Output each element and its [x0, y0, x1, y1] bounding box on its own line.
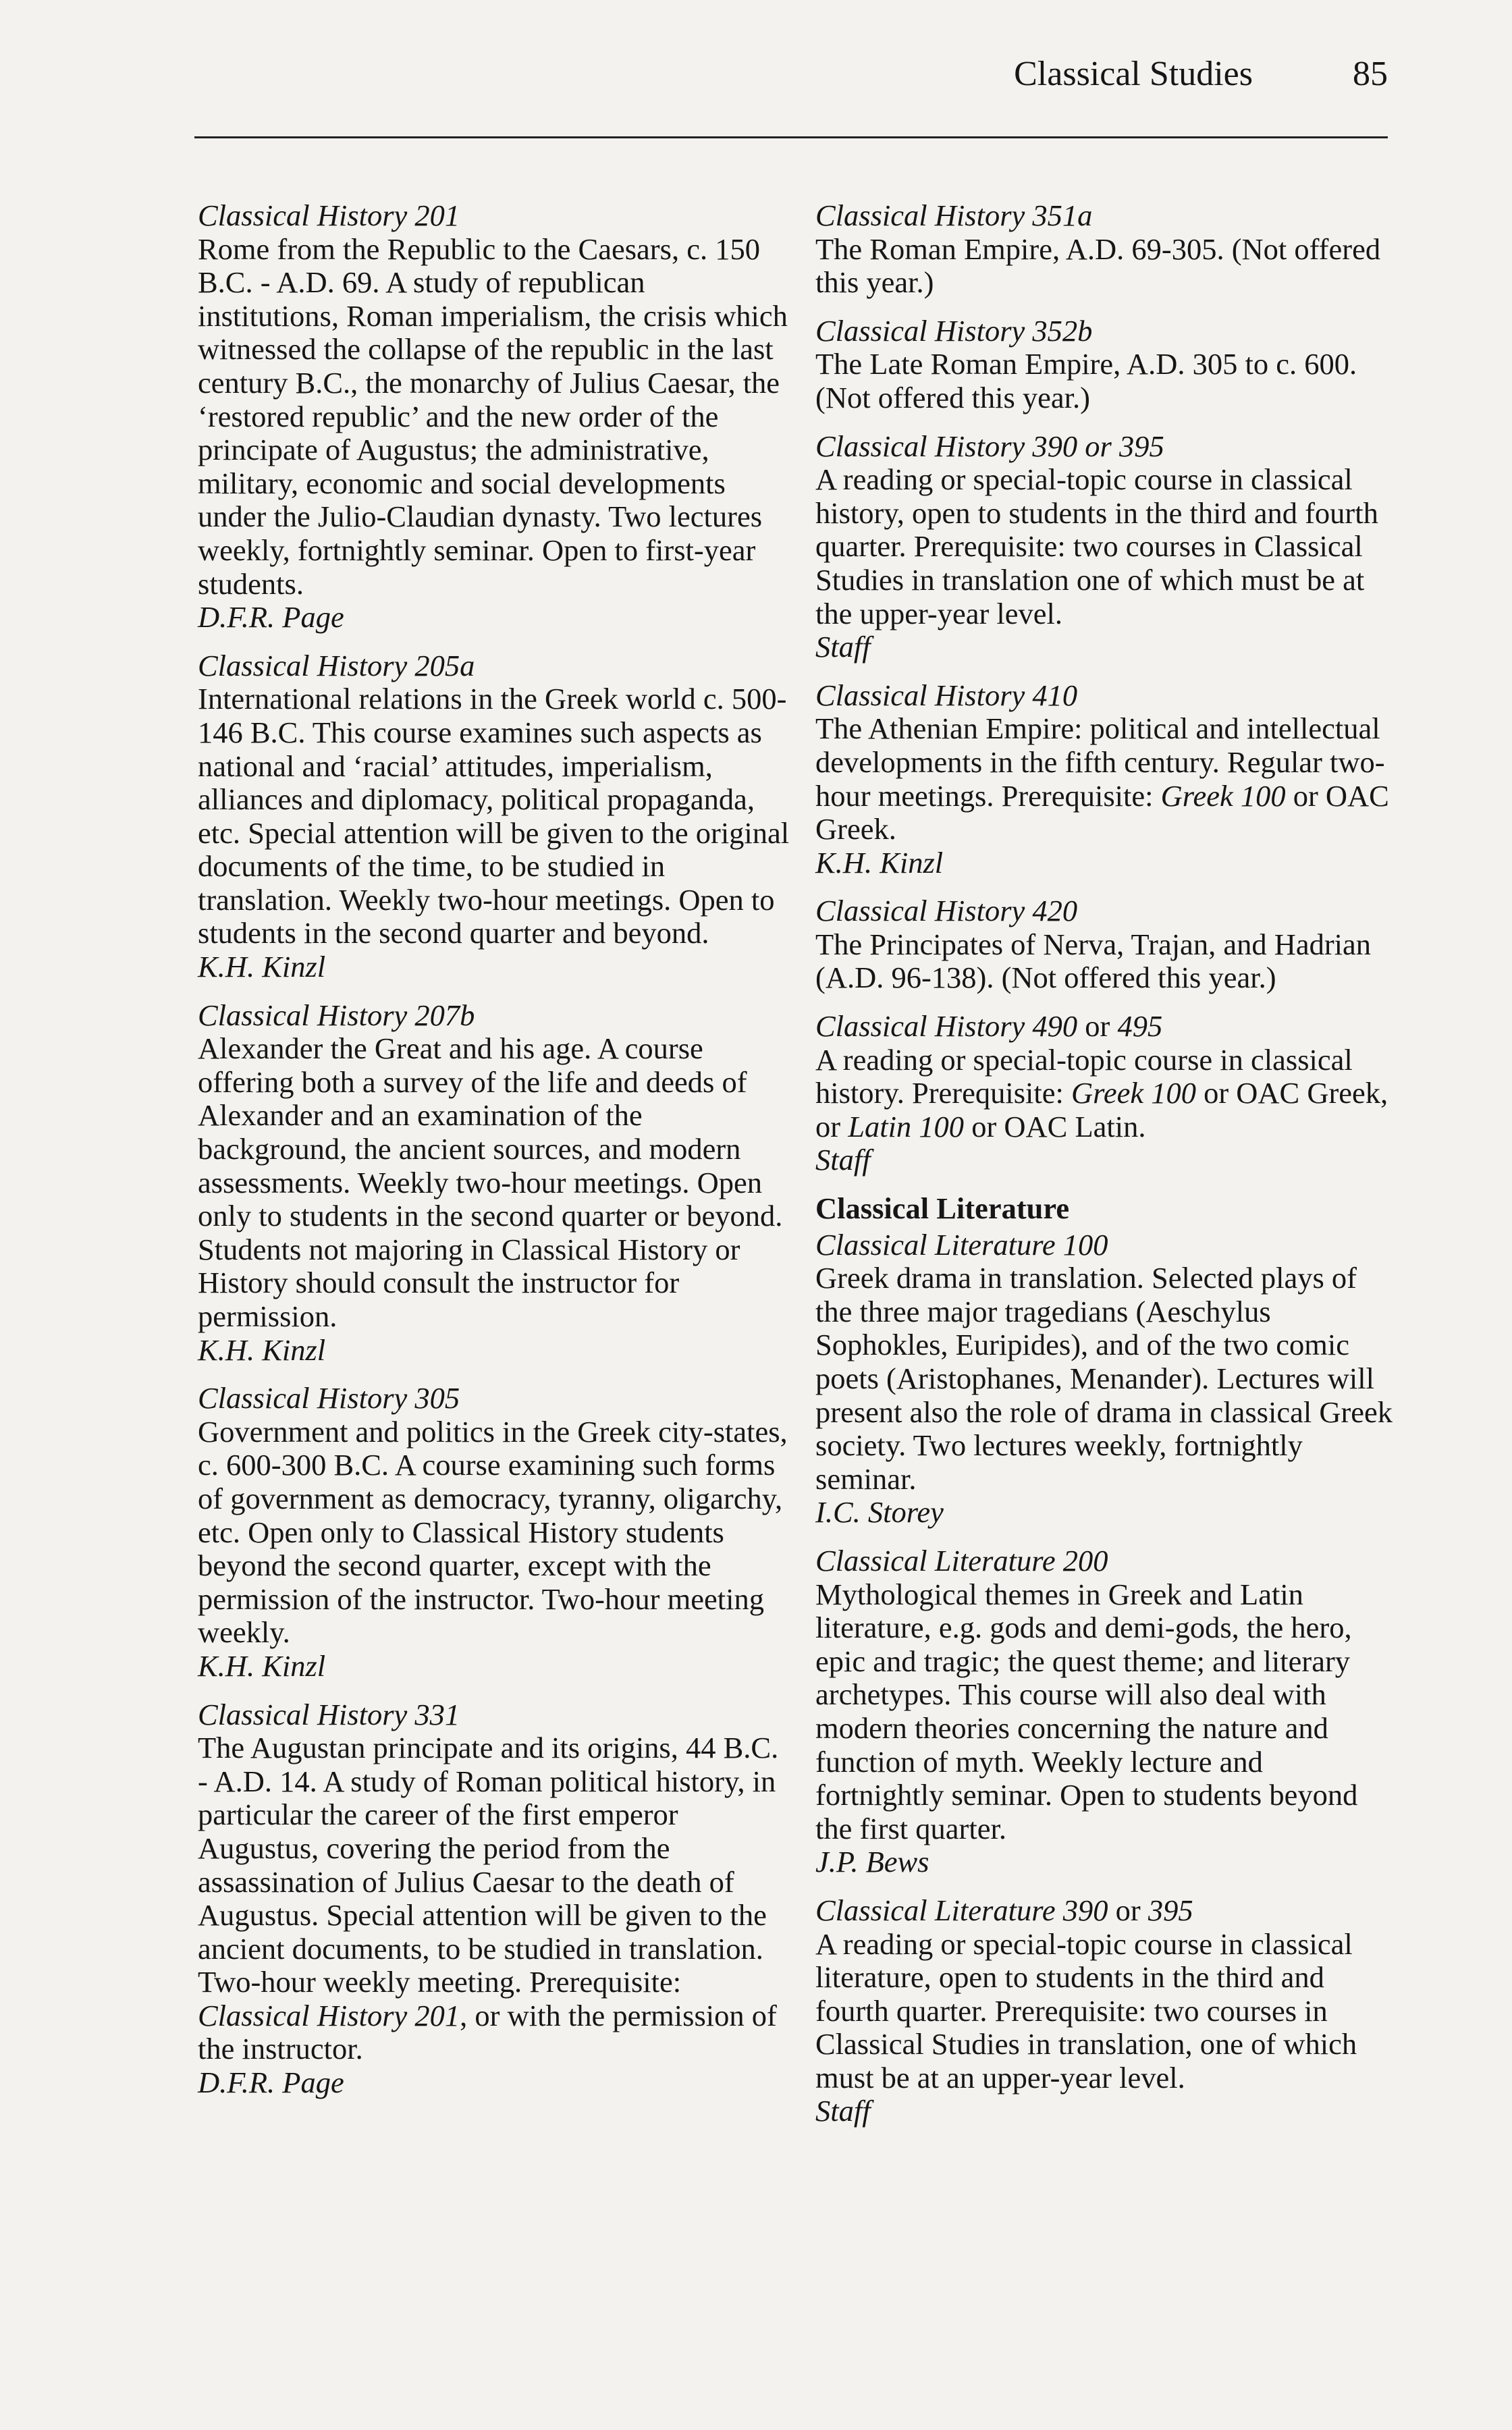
prerequisite-course: Greek 100	[1160, 778, 1286, 813]
course-title: Classical History 352b	[815, 313, 1093, 348]
course-instructor: Staff	[815, 1143, 871, 1177]
course-title-part2: 495	[1117, 1009, 1163, 1044]
page-number: 85	[1353, 55, 1388, 93]
prerequisite-course: Classical History 201	[198, 1998, 460, 2032]
course-description	[815, 1044, 1396, 1144]
course-title: Classical Literature 200	[815, 1543, 1108, 1577]
course-description: Greek drama in translation. Selected plays of the three major tragedians (Aeschylus Sophokles, Euripides), and of the two comic poets (Aristophanes, Menander). Lectures will present also the role of drama in classical Greek society. Two lectures weekly, fortnightly seminar.	[815, 1261, 1393, 1496]
course-entry	[198, 649, 792, 984]
course-entry	[198, 999, 792, 1368]
course-title	[815, 1010, 1396, 1044]
prerequisite-course: Latin 100	[848, 1109, 965, 1143]
course-entry	[198, 1698, 792, 2100]
course-title: Classical History 420	[815, 894, 1078, 928]
course-instructor: Staff	[815, 630, 871, 664]
section-heading: Classical Literature	[815, 1191, 1070, 1226]
course-entry	[815, 679, 1396, 880]
course-description: The Late Roman Empire, A.D. 305 to c. 600. (Not offered this year.)	[815, 347, 1357, 414]
prerequisite-course: Greek 100	[1071, 1076, 1196, 1110]
description-mid: or OAC Greek, or	[815, 1076, 1388, 1143]
course-instructor: I.C. Storey	[815, 1495, 944, 1530]
course-title-part1: Classical History 490	[815, 1009, 1078, 1044]
course-description: Rome from the Republic to the Caesars, c. 150 B.C. - A.D. 69. A study of republican institutions, Roman imperialism, the crisis which witnessed the collapse of the republic in the last century B.C., the monarchy of Julius Caesar, the ‘restored republic’ and the new order of the principate of Augustus; the administrative, military, economic and social developments under the Julio-Claudian dynasty. Two lectures weekly, fortnightly seminar. Open to first-year students.	[198, 232, 788, 601]
course-title: Classical History 331	[198, 1697, 460, 1731]
course-entry	[198, 1382, 792, 1683]
course-title-or: or	[1077, 1009, 1118, 1044]
course-instructor: J.P. Bews	[815, 1845, 929, 1879]
course-description: Alexander the Great and his age. A course offering both a survey of the life and deeds of Alexander and an examination of the background, the ancient sources, and modern assessments. Weekly two-hour meetings. Open only to students in the second quarter or beyond. Students not majoring in Classical History or History should consult the instructor for permission.	[198, 1031, 783, 1333]
course-entry	[815, 199, 1396, 300]
page-header	[194, 49, 1388, 138]
course-instructor: Staff	[815, 2094, 871, 2128]
course-title-or: or	[1108, 1893, 1148, 1927]
course-title: Classical History 410	[815, 678, 1078, 712]
course-title-part1: Classical Literature 390	[815, 1893, 1108, 1927]
course-instructor: K.H. Kinzl	[815, 845, 944, 880]
course-description: The Roman Empire, A.D. 69-305. (Not offered this year.)	[815, 232, 1381, 300]
description-tail: or OAC Latin.	[964, 1109, 1146, 1143]
course-title: Classical History 305	[198, 1381, 460, 1415]
course-instructor: K.H. Kinzl	[198, 950, 326, 984]
description-tail: , or with the permission of the instructor.	[198, 1998, 777, 2066]
course-entry	[198, 199, 792, 634]
course-description: International relations in the Greek world c. 500-146 B.C. This course examines such aspects as national and ‘racial’ attitudes, imperialism, alliances and diplomacy, political propaganda, etc. Special attention will be given to the original documents of the time, to be studied in translation. Weekly two-hour meetings. Open to students in the second quarter and beyond.	[198, 682, 790, 950]
description-text: The Athenian Empire: political and intellectual developments in the fifth century. Regular two-hour meetings. Prerequisite:	[815, 711, 1385, 813]
description-text: The Augustan principate and its origins, 44 B.C. - A.D. 14. A study of Roman political history, in particular the career of the first emperor Augustus, covering the period from the assassination of Julius Caesar to the death of Augustus. Special attention will be given to the ancient documents, to be studied in translation. Two-hour weekly meeting. Prerequisite:	[198, 1731, 779, 1999]
course-entry	[815, 1010, 1396, 1177]
course-entry	[815, 315, 1396, 415]
course-entry	[815, 1894, 1396, 2128]
course-entry	[815, 430, 1396, 664]
course-title: Classical History 390 or 395	[815, 429, 1164, 463]
description-text: A reading or special-topic course in classical history. Prerequisite:	[815, 1042, 1353, 1110]
course-title: Classical History 351a	[815, 198, 1093, 232]
course-title: Classical History 205a	[198, 648, 475, 682]
course-entry	[815, 1544, 1396, 1879]
course-instructor: D.F.R. Page	[198, 600, 344, 634]
course-title: Classical History 201	[198, 198, 460, 232]
left-column	[198, 199, 792, 2115]
course-description: The Principates of Nerva, Trajan, and Hadrian (A.D. 96-138). (Not offered this year.)	[815, 927, 1372, 995]
course-title: Classical Literature 100	[815, 1227, 1108, 1262]
course-instructor: D.F.R. Page	[198, 2066, 344, 2100]
course-description: A reading or special-topic course in classical history, open to students in the third and fourth quarter. Prerequisite: two courses in Classical Studies in translation one of which must be at the upper-year level.	[815, 462, 1378, 630]
course-description	[815, 712, 1396, 846]
section-title: Classical Studies	[1014, 55, 1253, 93]
course-title	[815, 1894, 1396, 1928]
course-title: Classical History 207b	[198, 998, 475, 1032]
course-description: Mythological themes in Greek and Latin literature, e.g. gods and demi-gods, the hero, epic and tragic; the quest theme; and literary archetypes. This course will also deal with modern theories concerning the nature and function of myth. Weekly lecture and fortnightly seminar. Open to students beyond the first quarter.	[815, 1577, 1358, 1845]
course-description	[198, 1731, 792, 2066]
course-instructor: K.H. Kinzl	[198, 1648, 326, 1683]
course-title-part2: 395	[1148, 1893, 1193, 1927]
course-entry	[815, 894, 1396, 995]
description-tail: or OAC Greek.	[815, 778, 1389, 846]
right-column	[815, 199, 1396, 2143]
course-instructor: K.H. Kinzl	[198, 1332, 326, 1367]
course-description: A reading or special-topic course in classical literature, open to students in the third and fourth quarter. Prerequisite: two courses in Classical Studies in translation, one of which must be at an upper-year level.	[815, 1926, 1357, 2095]
course-description: Government and politics in the Greek city-states, c. 600-300 B.C. A course examining such forms of government as democracy, tyranny, oligarchy, etc. Open only to Classical History students beyond the second quarter, except with the permission of the instructor. Two-hour meeting weekly.	[198, 1414, 788, 1650]
course-entry	[815, 1228, 1396, 1530]
